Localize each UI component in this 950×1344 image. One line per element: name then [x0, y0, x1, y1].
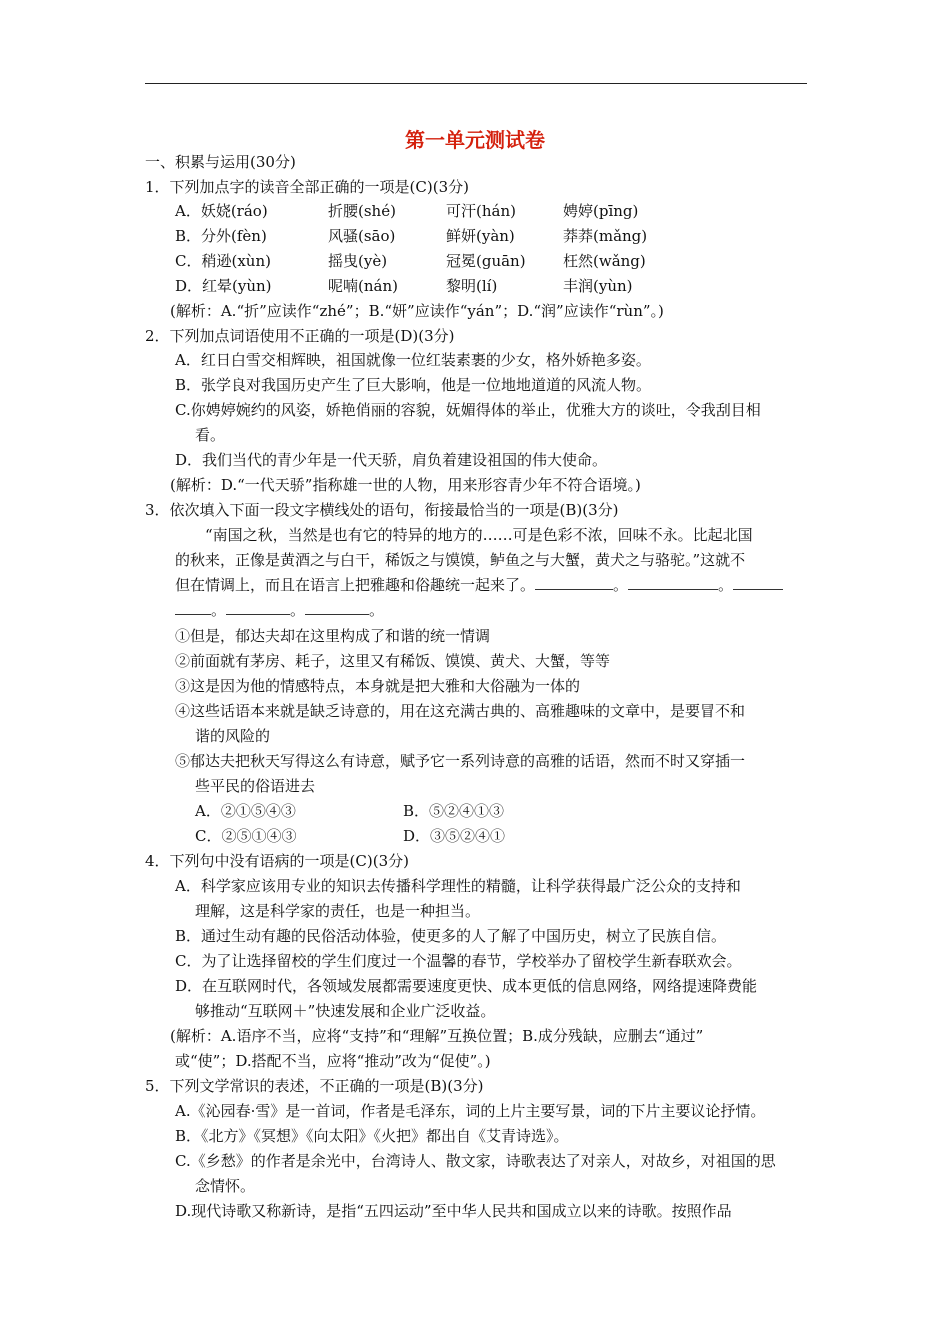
q5-option-d: D.现代诗歌又称新诗，是指“五四运动”至中华人民共和国成立以来的诗歌。按照作品: [175, 1202, 732, 1220]
q1-c-1: C．稍逊(xùn): [175, 252, 271, 270]
q3-sentence-4-cont: 谐的风险的: [195, 727, 271, 745]
q1-a-2: 折腰(shé): [328, 202, 396, 220]
q1-b-1: B．分外(fèn): [175, 227, 267, 245]
q1-stem: 1．下列加点字的读音全部正确的一项是(C)(3分): [145, 178, 469, 196]
q3-choice-b: B．⑤②④①③: [403, 802, 505, 820]
q3-passage-2: 的秋来，正像是黄酒之与白干，稀饭之与馍馍，鲈鱼之与大蟹，黄犬之与骆驼。”这就不: [175, 551, 746, 569]
q2-option-a: A．红日白雪交相辉映，祖国就像一位红装素裹的少女，格外娇艳多姿。: [175, 351, 651, 369]
answer-blank: [628, 576, 718, 590]
q1-b-4: 莽莽(mǎng): [563, 227, 648, 245]
answer-blank: [226, 601, 290, 615]
q4-option-a: A．科学家应该用专业的知识去传播科学理性的精髓，让科学获得最广泛公众的支持和: [175, 877, 741, 895]
q1-b-3: 鲜妍(yàn): [446, 227, 515, 245]
q5-option-b: B．《北方》《冥想》《向太阳》《火把》都出自《艾青诗选》。: [175, 1127, 569, 1145]
answer-blank: [305, 601, 369, 615]
q2-stem: 2．下列加点词语使用不正确的一项是(D)(3分): [145, 327, 455, 345]
q3-sentence-1: ①但是，郁达夫却在这里构成了和谐的统一情调: [175, 627, 491, 645]
q3-passage-1: “南国之秋，当然是也有它的特异的地方的……可是色彩不浓，回味不永。比起北国: [205, 526, 753, 544]
q1-c-3: 冠冕(guān): [446, 252, 526, 270]
answer-blank: [535, 576, 613, 590]
q3-sentence-3: ③这是因为他的情感特点，本身就是把大雅和大俗融为一体的: [175, 677, 581, 695]
q3-passage-4: [175, 600, 384, 620]
q5-stem: 5．下列文学常识的表述，不正确的一项是(B)(3分): [145, 1077, 484, 1095]
q3-sentence-2: ②前面就有茅房、耗子，这里又有稀饭、馍馍、黄犬、大蟹，等等: [175, 652, 611, 670]
q2-option-b: B．张学良对我国历史产生了巨大影响，他是一位地地道道的风流人物。: [175, 376, 652, 394]
q3-choice-c: C．②⑤①④③: [195, 827, 297, 845]
q2-option-d: D．我们当代的青少年是一代天骄，肩负着建设祖国的伟大使命。: [175, 451, 608, 469]
q5-option-a: A.《沁园春·雪》是一首词，作者是毛泽东，词的上片主要写景，词的下片主要议论抒情。: [175, 1102, 766, 1120]
q1-analysis: (解析：A.“折”应读作“zhé”；B.“妍”应读作“yán”；D.“润”应读作“rùn”。): [170, 302, 664, 320]
section-heading: 一、积累与运用(30分): [145, 153, 296, 171]
blank-separator: 。: [613, 576, 629, 594]
q2-analysis: (解析：D.“一代天骄”指称雄一世的人物，用来形容青少年不符合语境。): [170, 476, 641, 494]
q4-option-a-cont: 理解，这是科学家的责任，也是一种担当。: [195, 902, 481, 920]
q4-option-c: C．为了让选择留校的学生们度过一个温馨的春节，学校举办了留校学生新春联欢会。: [175, 952, 742, 970]
q5-option-c-cont: 念情怀。: [195, 1177, 256, 1195]
q3-sentence-5: ⑤郁达夫把秋天写得这么有诗意，赋予它一系列诗意的高雅的话语，然而不时又穿插一: [175, 752, 746, 770]
q3-choice-d: D．③⑤②④①: [403, 827, 506, 845]
q1-a-4: 娉婷(pīng): [563, 202, 639, 220]
q1-b-2: 风骚(sāo): [328, 227, 396, 245]
q1-a-3: 可汗(hán): [446, 202, 516, 220]
answer-blank: [175, 601, 211, 615]
q5-option-c: C.《乡愁》的作者是余光中，台湾诗人、散文家，诗歌表达了对亲人，对故乡，对祖国的思: [175, 1152, 776, 1170]
blank-separator: 。: [290, 601, 306, 619]
q1-a-1: A．妖娆(ráo): [175, 202, 268, 220]
q1-d-1: D．红晕(yùn): [175, 277, 272, 295]
q4-analysis: (解析：A.语序不当，应将“支持”和“理解”互换位置；B.成分残缺，应删去“通过”: [170, 1027, 704, 1045]
q1-c-4: 枉然(wǎng): [563, 252, 646, 270]
page-title: 第一单元测试卷: [405, 128, 545, 152]
q4-option-b: B．通过生动有趣的民俗活动体验，使更多的人了解了中国历史，树立了民族自信。: [175, 927, 727, 945]
q2-option-c-cont: 看。: [195, 426, 226, 444]
q4-option-d-cont: 够推动“互联网＋”快速发展和企业广泛收益。: [195, 1002, 496, 1020]
answer-blank: [733, 576, 783, 590]
q1-d-4: 丰润(yùn): [563, 277, 633, 295]
q3-sentence-4: ④这些话语本来就是缺乏诗意的，用在这充满古典的、高雅趣味的文章中，是要冒不和: [175, 702, 746, 720]
q2-option-c: C.你娉婷婉约的风姿，娇艳俏丽的容貌，妩媚得体的举止，优雅大方的谈吐，令我刮目相: [175, 401, 761, 419]
blank-separator: 。: [211, 601, 227, 619]
blank-separator: 。: [369, 601, 385, 619]
q4-stem: 4．下列句中没有语病的一项是(C)(3分): [145, 852, 409, 870]
q1-c-2: 摇曳(yè): [328, 252, 388, 270]
q3-stem: 3．依次填入下面一段文字横线处的语句，衔接最恰当的一项是(B)(3分): [145, 501, 619, 519]
q3-choice-a: A．②①⑤④③: [195, 802, 296, 820]
header-rule: [145, 83, 807, 84]
q1-d-3: 黎明(lí): [446, 277, 498, 295]
q3-passage-3: [175, 575, 783, 595]
q4-analysis-cont: 或“使”；D.搭配不当，应将“推动”改为“促使”。): [175, 1052, 491, 1070]
blank-separator: 。: [718, 576, 734, 594]
q3-passage-3-text: 但在情调上，而且在语言上把雅趣和俗趣统一起来了。: [175, 576, 536, 594]
q1-d-2: 呢喃(nán): [328, 277, 398, 295]
q4-option-d: D．在互联网时代，各领域发展都需要速度更快、成本更低的信息网络，网络提速降费能: [175, 977, 758, 995]
q3-sentence-5-cont: 些平民的俗语进去: [195, 777, 316, 795]
